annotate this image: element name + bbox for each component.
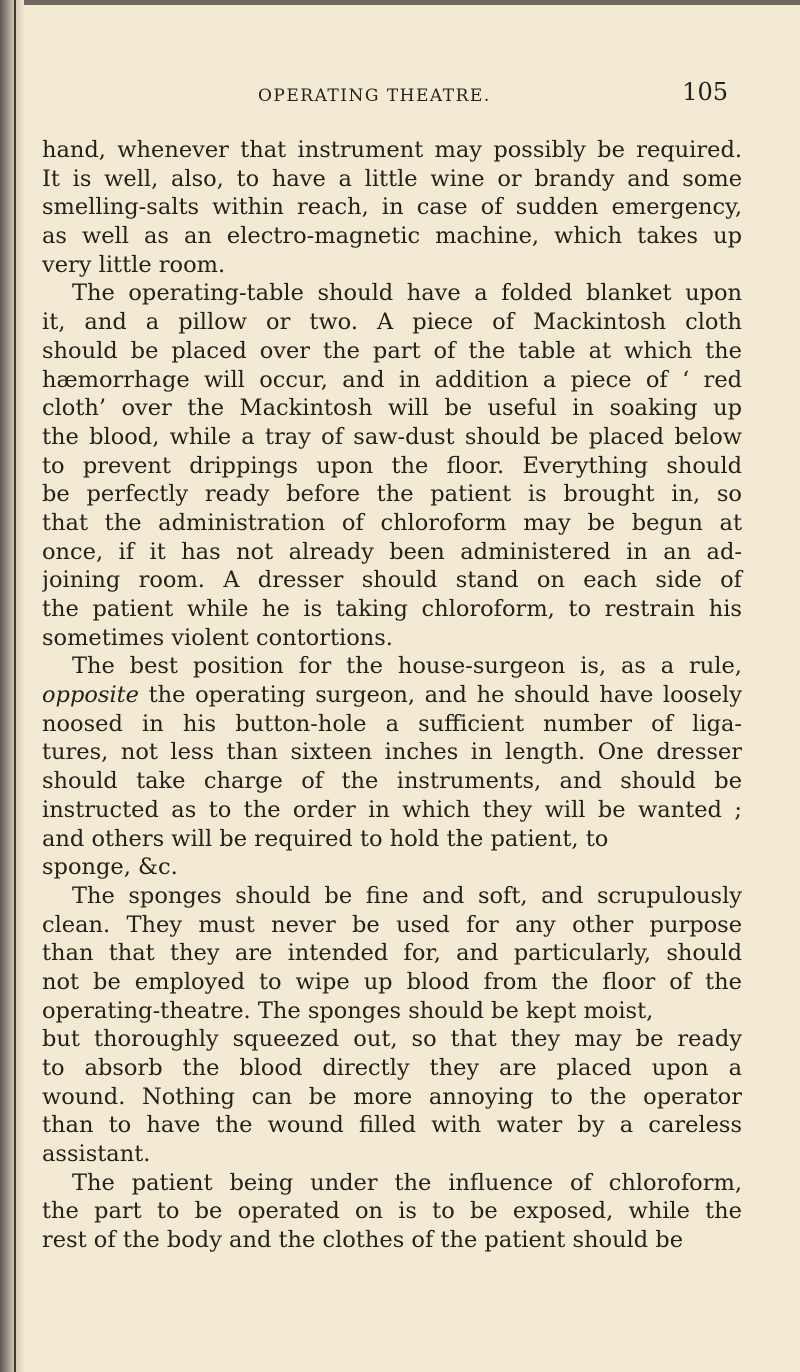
text-line: rest of the body and the clothes of the patient should be	[42, 1227, 684, 1254]
text-line: to prevent drippings upon the floor. Everything should	[42, 452, 742, 479]
text-line: should be placed over the part of the table at which the	[42, 337, 742, 364]
text-line: noosed in his button-hole a sufficient number of liga-	[42, 710, 742, 737]
text-line: once, if it has not already been administered in an ad-	[42, 538, 742, 565]
page-header	[42, 76, 770, 122]
text-line: wound. Nothing can be more annoying to the operator	[42, 1083, 742, 1110]
text-line: should take charge of the instruments, and should be	[42, 768, 743, 795]
page-top-edge	[0, 0, 800, 5]
text-line: the blood, while a tray of saw-dust should be placed below	[42, 423, 743, 450]
text-line: sponge, &c.	[42, 854, 178, 881]
text-line: not be employed to wipe up blood from the floor of the	[42, 968, 742, 995]
book-binding-edge	[0, 0, 24, 1372]
text-line: operating-theatre. The sponges should be kept moist,	[42, 997, 654, 1024]
text-line: sometimes violent contortions.	[42, 624, 393, 651]
text-line: very little room.	[42, 251, 226, 278]
text-line: cloth’ over the Mackintosh will be useful in soaking up	[42, 395, 743, 422]
text-line: it, and a pillow or two. A piece of Mackintosh cloth	[42, 309, 742, 336]
text-line: hæmorrhage will occur, and in addition a piece of ‘ red	[42, 366, 743, 393]
text-line: The best position for the house-surgeon is, as a rule,	[72, 653, 742, 680]
running-title: OPERATING THEATRE.	[258, 86, 491, 106]
text-line: as well as an electro-magnetic machine, which takes up	[42, 223, 743, 250]
paragraph	[42, 279, 770, 652]
binding-gutter-line	[14, 0, 16, 1372]
text-line: The patient being under the influence of chloroform,	[72, 1169, 742, 1196]
book-page	[42, 76, 770, 1255]
text-line: to absorb the blood directly they are placed upon a	[42, 1055, 743, 1081]
paragraph	[42, 136, 770, 279]
paragraph	[42, 652, 770, 882]
text-line: The operating-table should have a folded blanket upon	[72, 280, 742, 307]
body-text	[42, 136, 770, 1255]
emphasis-opposite: opposite	[42, 682, 139, 709]
text-line: instructed as to the order in which they will be wanted ;	[42, 796, 742, 823]
text-line: and others will be required to hold the patient, to	[42, 825, 609, 852]
text-line: assistant.	[42, 1141, 151, 1168]
text-line: than to have the wound filled with water by a careless	[42, 1112, 743, 1139]
text-line: opposite the operating surgeon, and he should have loosely	[42, 682, 742, 709]
text-line: It is well, also, to have a little wine or brandy and some	[42, 165, 743, 192]
text-line: than that they are intended for, and particularly, should	[42, 940, 743, 967]
text-line: be perfectly ready before the patient is brought in, so	[42, 481, 742, 508]
page-number: 105	[682, 78, 728, 106]
text-line: that the administration of chloroform may be begun at	[42, 509, 742, 536]
text-line: tures, not less than sixteen inches in length. One dresser	[42, 739, 743, 766]
text-line: clean. They must never be used for any other purpose	[42, 911, 743, 938]
text-line: but thoroughly squeezed out, so that they may be ready	[42, 1026, 743, 1053]
text-line: the part to be operated on is to be exposed, while the	[42, 1198, 742, 1225]
text-line: hand, whenever that instrument may possibly be required.	[42, 137, 743, 163]
text-line: smelling-salts within reach, in case of sudden emergency,	[42, 194, 742, 221]
text-line: the patient while he is taking chloroform, to restrain his	[42, 596, 742, 622]
paragraph	[42, 882, 770, 1169]
text-line: joining room. A dresser should stand on each side of	[42, 567, 743, 594]
text-line: The sponges should be fine and soft, and scrupulously	[72, 882, 742, 909]
paragraph	[42, 1169, 770, 1255]
